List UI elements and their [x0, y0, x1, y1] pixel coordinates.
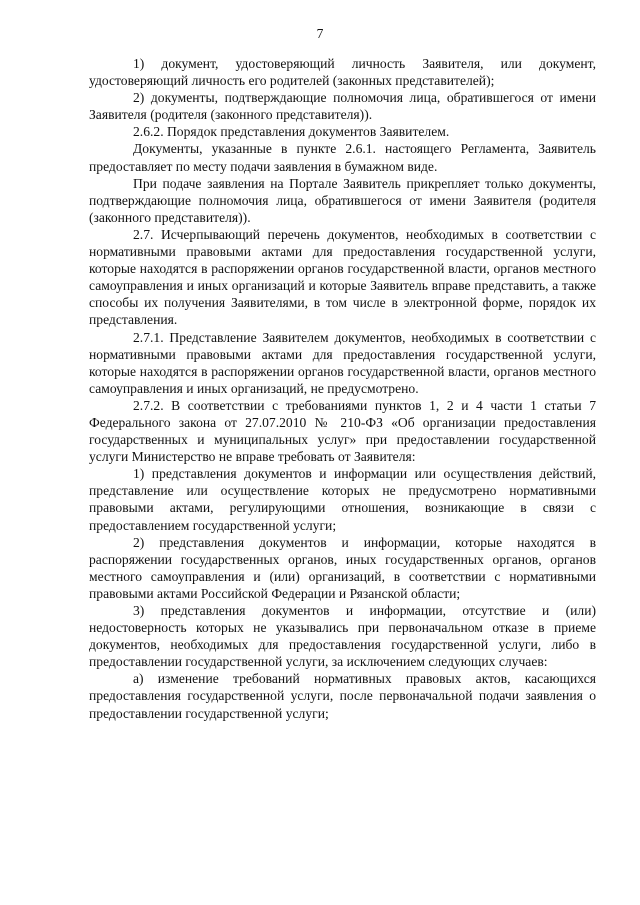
list-item-3: 3) представления документов и информации, отсутствие и (или) недостоверность которых не указывались при первоначальном отказе в приеме документов, необходимых для предоставления государственной услуги, либо в предоставлении государственной услуги, за исключением следующих случаев: [89, 603, 596, 670]
list-item-2: 2) представления документов и информации, которые находятся в распоряжении государственных органов, иных государственных органов, органов местного самоуправления и (или) организаций, в соответствии с нормативными правовыми актами Российской Федерации и Рязанской области; [89, 534, 596, 601]
list-item-1: 1) представления документов и информации или осуществления действий, представление или осуществление которых не предусмотрено нормативными правовыми актами, регулирующими отношения, возникающие в связи с предоставлением государственной услуги; [89, 466, 596, 533]
list-item-a: а) изменение требований нормативных правовых актов, касающихся предоставления государственной услуги, после первоначальной подачи заявления о предоставлении государственной услуги; [89, 671, 596, 721]
section-2-7: 2.7. Исчерпывающий перечень документов, необходимых в соответствии с нормативными правовыми актами для предоставления государственной услуги, которые находятся в распоряжении органов государственной власти, органов местного самоуправления и иных организаций и которые Заявитель вправе представить, а также способы их получения Заявителями, в том числе в электронной форме, порядок их представления. [89, 226, 596, 328]
page-number: 7 [316, 26, 324, 41]
paragraph-documents-paper: Документы, указанные в пункте 2.6.1. настоящего Регламента, Заявитель предоставляет по месту подачи заявления в бумажном виде. [89, 141, 596, 174]
section-2-7-1: 2.7.1. Представление Заявителем документов, необходимых в соответствии с нормативными правовыми актами для предоставления государственной услуги, которые находятся в распоряжении органов государственной власти, органов местного самоуправления и иных организаций, не предусмотрено. [89, 329, 596, 396]
paragraph-portal: При подаче заявления на Портале Заявитель прикрепляет только документы, подтверждающие полномочия лица, обратившегося от имени Заявителя (родителя (законного представителя)). [89, 175, 596, 225]
paragraph-item-2: 2) документы, подтверждающие полномочия лица, обратившегося от имени Заявителя (родителя (законного представителя)). [89, 90, 596, 123]
paragraph-item-1: 1) документ, удостоверяющий личность Заявителя, или документ, удостоверяющий личность его родителей (законных представителей); [89, 56, 596, 89]
document-body [89, 55, 596, 722]
section-heading-2-6-2: 2.6.2. Порядок представления документов Заявителем. [133, 124, 450, 140]
section-2-7-2: 2.7.2. В соответствии с требованиями пунктов 1, 2 и 4 части 1 статьи 7 Федерального закона от 27.07.2010 № 210-ФЗ «Об организации предоставления государственных и муниципальных услуг» при предоставлении государственной услуги Министерство не вправе требовать от Заявителя: [89, 397, 596, 465]
